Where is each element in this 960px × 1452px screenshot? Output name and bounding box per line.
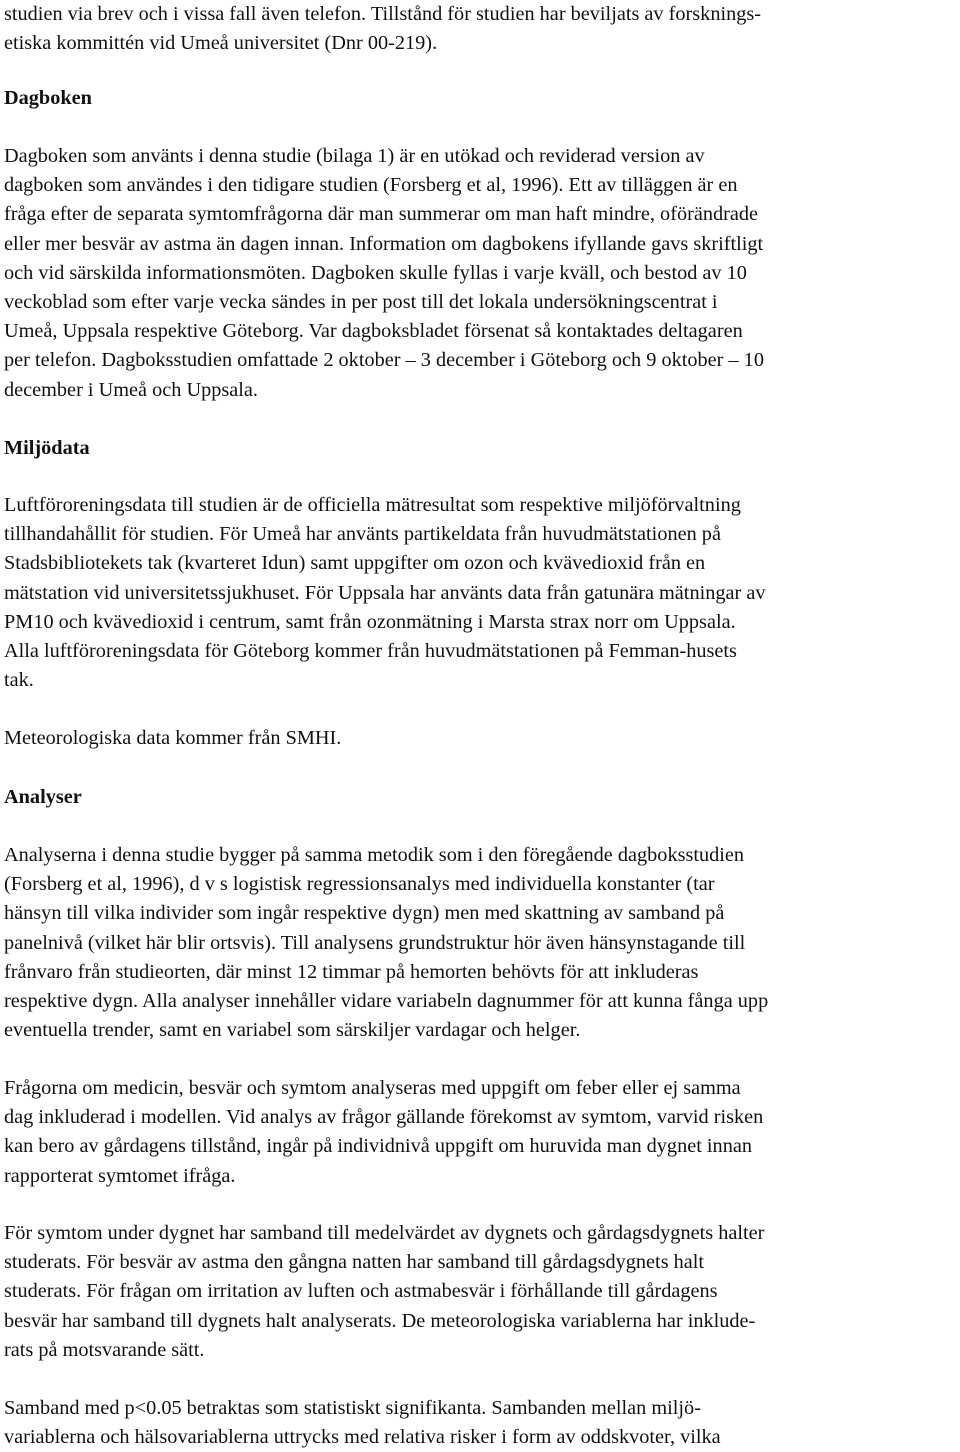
- text-line: fråga efter de separata symtomfrågorna där man summerar om man haft mindre, oförändrade: [4, 203, 759, 226]
- text-line: rats på motsvarande sätt.: [4, 1338, 205, 1361]
- text-line: PM10 och kvävedioxid i centrum, samt från ozonmätning i Marsta strax norr om Uppsala.: [4, 610, 736, 633]
- text-line: dag inkluderad i modellen. Vid analys av frågor gällande förekomst av symtom, varvid risken: [4, 1106, 764, 1129]
- text-line: tak.: [4, 669, 34, 692]
- text-line: studien via brev och i vissa fall även telefon. Tillstånd för studien har beviljats av forsknings-: [4, 3, 762, 25]
- section-heading-analyser: Analyser: [4, 786, 82, 808]
- text-line: frånvaro från studieorten, där minst 12 timmar på hemorten behövts för att inkluderas: [4, 960, 699, 983]
- miljodata-paragraph: [4, 491, 958, 695]
- text-line: dagboken som användes i den tidigare studien (Forsberg et al, 1996). Ett av tilläggen är en: [4, 174, 738, 197]
- text-line: veckoblad som efter varje vecka sändes in per post till det lokala undersökningscentrat i: [4, 291, 718, 314]
- text-line: kan bero av gårdagens tillstånd, ingår på individnivå uppgift om huruvida man dygnet innan: [4, 1135, 752, 1158]
- text-line: panelnivå (vilket här blir ortsvis). Till analysens grundstruktur hör även hänsynstagande till: [4, 931, 746, 954]
- text-line: tillhandahållit för studien. För Umeå har använts partikeldata från huvudmätstationen på: [4, 523, 721, 546]
- text-line: variablerna och hälsovariablerna uttrycks med relativa risker i form av oddskvoter, vilka: [4, 1426, 721, 1449]
- text-line: Umeå, Uppsala respektive Göteborg. Var dagboksbladet försenat så kontaktades deltagaren: [4, 320, 743, 343]
- text-line: Alla luftföroreningsdata för Göteborg kommer från huvudmätstationen på Femman-husets: [4, 640, 737, 663]
- text-line: eller mer besvär av astma än dagen innan. Information om dagbokens ifyllande gavs skriftligt: [4, 232, 764, 255]
- text-line: respektive dygn. Alla analyser innehåller vidare variabeln dagnummer för att kunna fånga upp: [4, 990, 769, 1013]
- analyser-paragraph-2: [4, 1074, 958, 1191]
- text-line: (Forsberg et al, 1996), d v s logistisk regressionsanalys med individuella konstanter (tar: [4, 873, 715, 896]
- text-line: eventuella trender, samt en variabel som särskiljer vardagar och helger.: [4, 1019, 581, 1042]
- section-heading-miljodata: Miljödata: [4, 437, 90, 459]
- text-line: studerats. För frågan om irritation av luften och astmabesvär i förhållande till gårdagens: [4, 1280, 718, 1303]
- text-line: Samband med p<0.05 betraktas som statistiskt signifikanta. Sambanden mellan miljö-: [4, 1397, 701, 1419]
- analyser-paragraph-1: [4, 841, 958, 1045]
- text-line: Frågorna om medicin, besvär och symtom analyseras med uppgift om feber eller ej samma: [4, 1077, 741, 1099]
- section-heading-dagboken: Dagboken: [4, 87, 92, 109]
- text-line: hänsyn till vilka individer som ingår respektive dygn) men med skattning av samband på: [4, 902, 725, 925]
- text-line: Luftföroreningsdata till studien är de officiella mätresultat som respektive miljöförvaltning: [4, 494, 741, 516]
- text-line: per telefon. Dagboksstudien omfattade 2 oktober – 3 december i Göteborg och 9 oktober – 10: [4, 349, 764, 372]
- analyser-paragraph-4: [4, 1394, 958, 1452]
- meteo-paragraph: Meteorologiska data kommer från SMHI.: [4, 727, 342, 749]
- text-line: studerats. För besvär av astma den gångna natten har samband till gårdagsdygnets halt: [4, 1251, 705, 1274]
- text-line: rapporterat symtomet ifråga.: [4, 1164, 236, 1187]
- intro-paragraph: [4, 0, 958, 58]
- text-line: etiska kommittén vid Umeå universitet (Dnr 00-219).: [4, 32, 438, 55]
- text-line: Stadsbibliotekets tak (kvarteret Idun) samt uppgifter om ozon och kvävedioxid från en: [4, 552, 706, 575]
- text-line: mätstation vid universitetssjukhuset. För Uppsala har använts data från gatunära mätningar av: [4, 581, 766, 604]
- dagboken-paragraph: [4, 142, 958, 405]
- text-line: besvär har samband till dygnets halt analyserats. De meteorologiska variablerna har inklude-: [4, 1309, 756, 1332]
- text-line: Analyserna i denna studie bygger på samma metodik som i den föregående dagboksstudien: [4, 844, 745, 866]
- text-line: För symtom under dygnet har samband till medelvärdet av dygnets och gårdagsdygnets halter: [4, 1222, 765, 1244]
- text-line: och vid särskilda informationsmöten. Dagboken skulle fyllas i varje kväll, och bestod av 10: [4, 261, 747, 284]
- text-line: Dagboken som använts i denna studie (bilaga 1) är en utökad och reviderad version av: [4, 145, 705, 167]
- analyser-paragraph-3: [4, 1219, 958, 1365]
- text-line: december i Umeå och Uppsala.: [4, 378, 258, 401]
